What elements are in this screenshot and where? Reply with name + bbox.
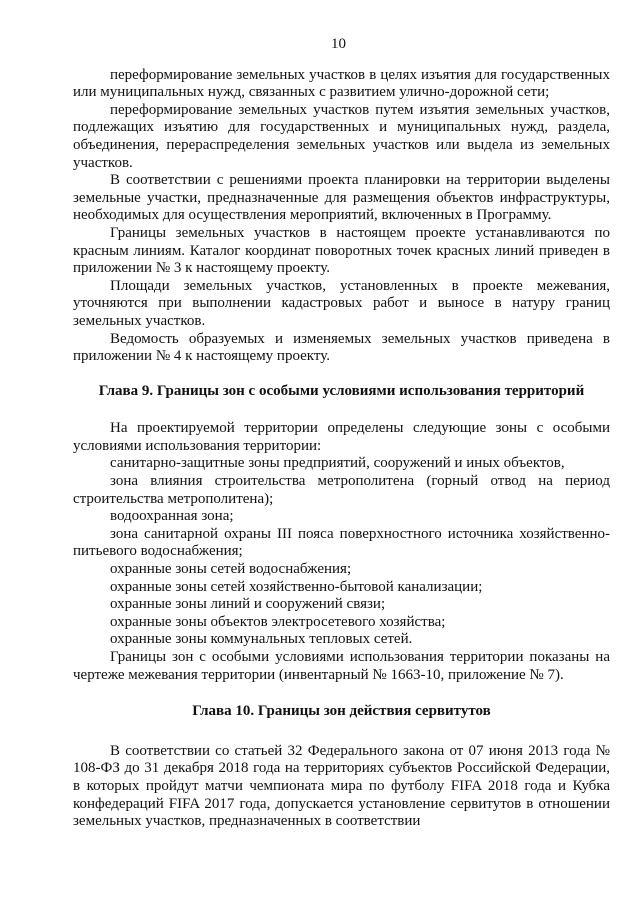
zone-list-item: водоохранная зона; (110, 508, 234, 525)
paragraph-reform-road: переформирование земельных участков в целях изъятия для государственных или муниципальных нужд, связанных с развитием улично-дорожной сети; (73, 66, 610, 101)
chapter-9-intro: На проектируемой территории определены следующие зоны с особыми условиями использования территории: (73, 420, 610, 454)
chapter-10-paragraph: В соответствии со статьей 32 Федерального закона от 07 июня 2013 года № 108-ФЗ до 31 декабря 2018 года на территориях субъектов Российской Федерации, в которых пройдут матчи чемпионата мира по футболу FIFA 2018 года и Кубка конфедераций FIFA 2017 года, допускается установление сервитутов в отношении земельных участков, предназначенных в соответствии (73, 742, 610, 830)
zone-list-item: охранные зоны коммунальных тепловых сетей. (110, 631, 413, 648)
paragraph-plot-register: Ведомость образуемых и изменяемых земельных участков приведена в приложении № 4 к настоящему проекту. (73, 330, 610, 365)
zone-list-item: охранные зоны объектов электросетевого хозяйства; (110, 613, 446, 630)
paragraph-infrastructure-plots: В соответствии с решениями проекта планировки на территории выделены земельные участки, предназначенные для размещения объектов инфраструктуры, необходимых для осуществления мероприятий, включенных в Программу. (73, 172, 610, 224)
zone-list-item: зона влияния строительства метрополитена (горный отвод на период строительства метрополитена); (73, 473, 610, 507)
paragraph-red-lines: Границы земельных участков в настоящем проекте устанавливаются по красным линиям. Каталог координат поворотных точек красных линий приведен в приложении № 3 к настоящему проекту. (73, 224, 610, 277)
document-page (73, 36, 610, 831)
page-number: 10 (331, 36, 346, 52)
zone-list-item: охранные зоны линий и сооружений связи; (110, 596, 386, 613)
zone-list-item: охранные зоны сетей водоснабжения; (110, 561, 352, 578)
zone-list-item: санитарно-защитные зоны предприятий, сооружений и иных объектов, (110, 455, 565, 472)
chapter-9-heading: Глава 9. Границы зон с особыми условиями использования территорий (98, 382, 585, 399)
zone-list-item: зона санитарной охраны III пояса поверхностного источника хозяйственно-питьевого водоснабжения; (73, 525, 610, 560)
chapter-9-conclusion: Границы зон с особыми условиями использования территории показаны на чертеже межевания территории (инвентарный № 1663-10, приложение № 7). (73, 649, 610, 683)
zone-list-item: охранные зоны сетей хозяйственно-бытовой канализации; (110, 578, 483, 595)
paragraph-reform-seizure: переформирование земельных участков путем изъятия земельных участков, подлежащих изъятию для государственных и муниципальных нужд, раздела, объединения, перераспределения земельных участков или выдела из земельных участков. (73, 101, 610, 171)
chapter-10-heading: Глава 10. Границы зон действия сервитутов (192, 703, 491, 720)
paragraph-plot-areas: Площади земельных участков, установленных в проекте межевания, уточняются при выполнении кадастровых работ и выносе в натуру границ земельных участков. (73, 277, 610, 329)
